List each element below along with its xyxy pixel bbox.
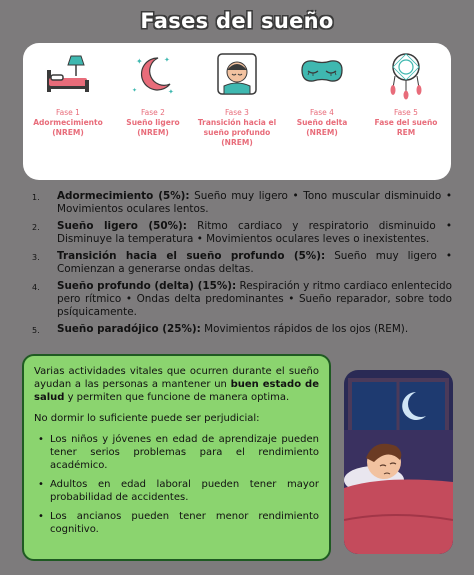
warning-text: No dormir lo suficiente puede ser perjudicial: <box>34 413 260 424</box>
svg-text:✦: ✦ <box>168 88 174 96</box>
phase-3: Fase 3 Transición hacia el sueño profundo (NREM) <box>194 43 280 148</box>
list-item: 3. Transición hacia el sueño profundo (5%): Sueño muy ligero • Comienzan a generarse ondas deltas. <box>32 250 453 275</box>
phase-4: Fase 4 Sueño delta (NREM) <box>279 43 365 138</box>
intro-paragraph: Varias actividades vitales que ocurren durante el sueño ayudan a las personas a mantener un buen estado de salud y permiten que funcione de manera optima. <box>34 366 319 403</box>
svg-text:✦: ✦ <box>136 57 143 66</box>
list-item: • Los niños y jóvenes en edad de aprendizaje pueden tener serios problemas para el rendimiento académico. <box>34 433 319 472</box>
list-item: • Adultos en edad laboral pueden tener mayor probabilidad de accidentes. <box>34 478 319 504</box>
list-item: • Los ancianos pueden tener menor rendimiento cognitivo. <box>34 510 319 536</box>
phase-2: ✦ ✦ ✦ ✦ Fase 2 Sueño ligero (NREM) <box>110 43 196 138</box>
sleepless-person-illustration <box>344 370 453 554</box>
phases-card <box>23 43 451 180</box>
sleep-mask-icon <box>297 50 347 100</box>
list-item: 2. Sueño ligero (50%): Ritmo cardiaco y respiratorio disminuido • Disminuye la temperatura • Movimientos oculares leves o inexistentes. <box>32 220 453 245</box>
svg-text:✦: ✦ <box>164 56 170 64</box>
phase-5: Fase 5 Fase del sueño REM <box>363 43 449 138</box>
bed-lamp-icon <box>43 50 93 100</box>
list-item: 1. Adormecimiento (5%): Sueño muy ligero • Tono muscular disminuido • Movimientos oculares lentos. <box>32 190 453 215</box>
dreamcatcher-icon <box>381 50 431 100</box>
health-info-box <box>22 354 331 561</box>
moon-stars-icon <box>128 50 178 100</box>
sleeping-person-icon <box>212 50 262 100</box>
phase-1: Fase 1 Adormecimiento (NREM) <box>25 43 111 138</box>
consequence-list <box>34 433 319 536</box>
list-item: 5. Sueño paradójico (25%): Movimientos rápidos de los ojos (REM). <box>32 323 409 335</box>
list-item: 4. Sueño profundo (delta) (15%): Respiración y ritmo cardiaco enlentecido pero rítmico • Ondas delta predominantes • Sueño reparador, sobre todo psíquicamente. <box>32 280 452 318</box>
page-title: Fases del sueño <box>140 9 334 33</box>
svg-text:✦: ✦ <box>132 87 138 94</box>
phase-description-list <box>32 190 452 340</box>
